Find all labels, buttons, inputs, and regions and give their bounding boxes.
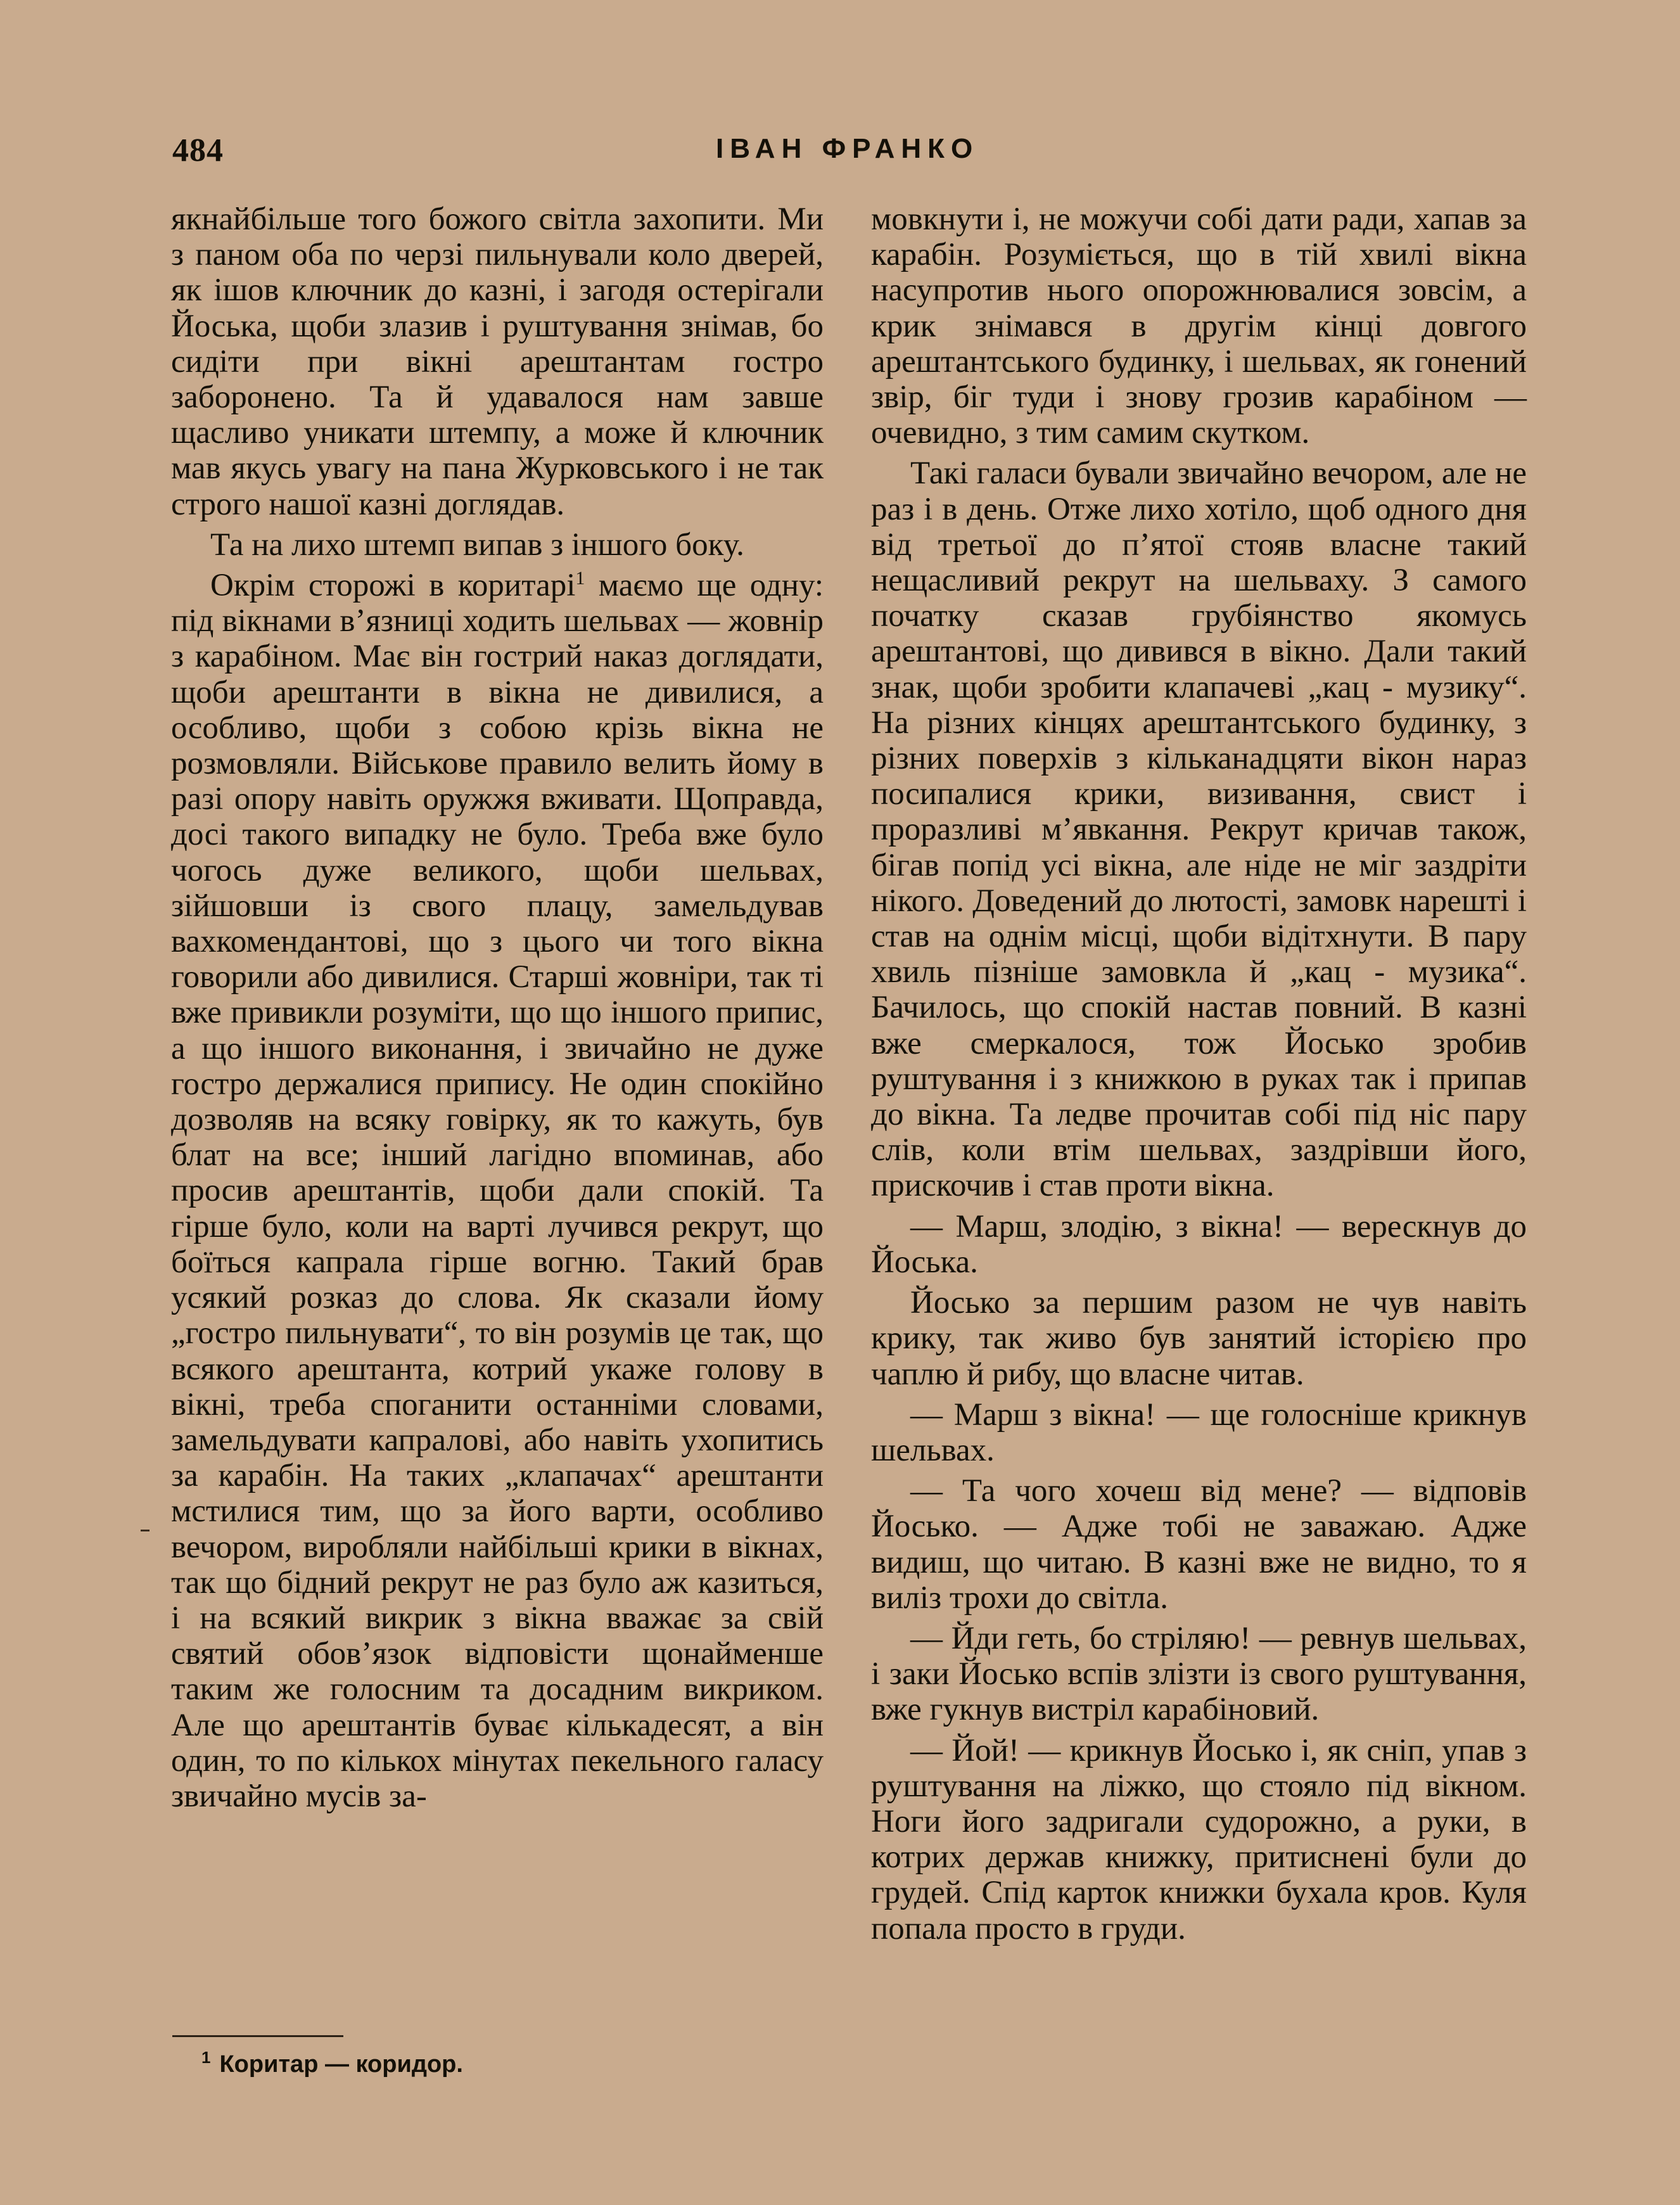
paragraph-text: Окрім сторожі в коритарі [210,568,576,604]
paragraph-text: маємо ще одну: під вікнами в’язниці ходить шельвах — жовнір з карабіном. Має він гострий наказ доглядати, щоби арештанти в вікна не дивилися, а особливо, щоби з собою крізь вікна не розмовляли. Військове правило велить йому в разі опору навіть оружжя вживати. Щоправда, досі такого випадку не було. Треба вже було чогось дуже великого, щоби шельвах, зійшовши із свого плацу, замельдував вахкомендантові, що з цього чи того вікна говорили або дивилися. Старші жовніри, так ті вже привикли розуміти, що що іншого припис, а що іншого виконання, і звичайно не дуже гостро держалися припису. Не один спокійно дозволяв на всяку говірку, як то кажуть, був блат на все; інший лагідно впоминав, або просив арештантів, щоби дали спокій. Та гірше було, коли на варті лучився рекрут, що боїться капрала гірше вогню. Такий брав усякий розказ до слова. Як сказали йому „гостро пильнувати“, то він розумів це так, що всякого арештанта, котрий укаже голову в вікні, треба споганити останніми словами, замельдувати капралові, або навіть ухопитись за карабін. На таких „клапачах“ арештанти мстилися тим, що за його варти, особливо вечором, виробляли найбільші крики в вікнах, так що бідний рекрут не раз було аж казиться, і на всякий викрик з вікна вважає за свій святий обов’язок відповісти щонайменше таким же голосним та досадним викриком. Але що арештантів буває кількадесят, а він один, то по кількох мінутах пекельного галасу звичайно мусів за- [171,568,824,1814]
footnote [201,2049,463,2080]
footnote-divider [172,2035,343,2037]
paragraph: Та на лихо штемп випав з іншого боку. [210,527,744,563]
dialogue-line: — Йди геть, бо стріляю! — ревнув шельвах, і заки Йосько вспів злізти із свого руштування, вже гукнув вистріл карабіновий. [871,1620,1527,1728]
dialogue-line: — Та чого хочеш від мене? — відповів Йосько. — Адже тобі не заважаю. Адже видиш, що читаю. В казні вже не видно, то я виліз трохи до світла. [871,1473,1527,1616]
paragraph: Такі галаси бували звичайно вечором, але не раз і в день. Отже лихо хотіло, щоб одного дня від третьої до п’ятої стояв власне такий нещасливий рекрут на шельваху. З самого початку сказав грубіянство якомусь арештантові, що дивився в вікно. Дали такий знак, щоби зробити клапачеві „кац - музику“. На різних кінцях арештантського будинку, з різних поверхів з кільканадцяти вікон нараз посипалися крики, визивання, свист і проразливі м’явкання. Рекрут кричав також, бігав попід усі вікна, але ніде не міг заздріти нікого. Доведений до лютості, замовк нарешті і став на однім місці, щоби відітхнути. В пару хвиль пізніше замовкла й „кац - музика“. Бачилось, що спокій настав повний. В казні вже смеркалося, тож Йосько зробив руштування і з книжкою в руках так і припав до вікна. Та ледве прочитав собі під ніс пару слів, коли втім шельвах, заздрівши його, прискочив і став проти вікна. [871,456,1527,1204]
footnote-text: Коритар — коридор. [219,2051,463,2078]
dialogue-line: — Марш, злодію, з вікна! — верескнув до Йоська. [871,1208,1527,1280]
left-text-column [171,201,824,1814]
paragraph: Йосько за першим разом не чув навіть крику, так живо був занятий історією про чаплю й рибу, що власне читав. [871,1285,1527,1392]
page-number: 484 [172,132,224,169]
running-title: ІВАН ФРАНКО [716,133,979,164]
paragraph: якнайбільше того божого світла захопити. Ми з паном оба по черзі пильнували коло дверей, як ішов ключник до казні, і загодя остерігали Йоська, щоби злазив і руштування знімав, бо сидіти при вікні арештантам гостро заборонено. Та й удавалося нам завше щасливо уникати штемпу, а може й ключник мав якусь увагу на пана Журковського і не так строго нашої казні доглядав. [171,201,824,522]
margin-mark [141,1530,150,1531]
dialogue-line: — Марш з вікна! — ще голосніше крикнув шельвах. [871,1396,1527,1468]
paragraph [171,568,824,1814]
footnote-reference: 1 [575,568,585,589]
right-text-column [871,201,1527,1946]
paragraph: мовкнути і, не можучи собі дати ради, хапав за карабін. Розуміється, що в тій хвилі вікна насупротив нього опорожнювалися зовсім, а крик знімався в другім кінці довгого арештантського будинку, і шельвах, як гонений звір, біг туди і знову грозив карабіном — очевидно, з тим самим скутком. [871,201,1527,451]
dialogue-line: — Йой! — крикнув Йосько і, як сніп, упав з руштування на ліжко, що стояло під вікном. Ноги його задригали судорожно, а руки, в котрих держав книжку, притиснені були до грудей. Спід карток книжки бухала кров. Куля попала просто в груди. [871,1732,1527,1946]
footnote-marker: 1 [201,2048,211,2068]
